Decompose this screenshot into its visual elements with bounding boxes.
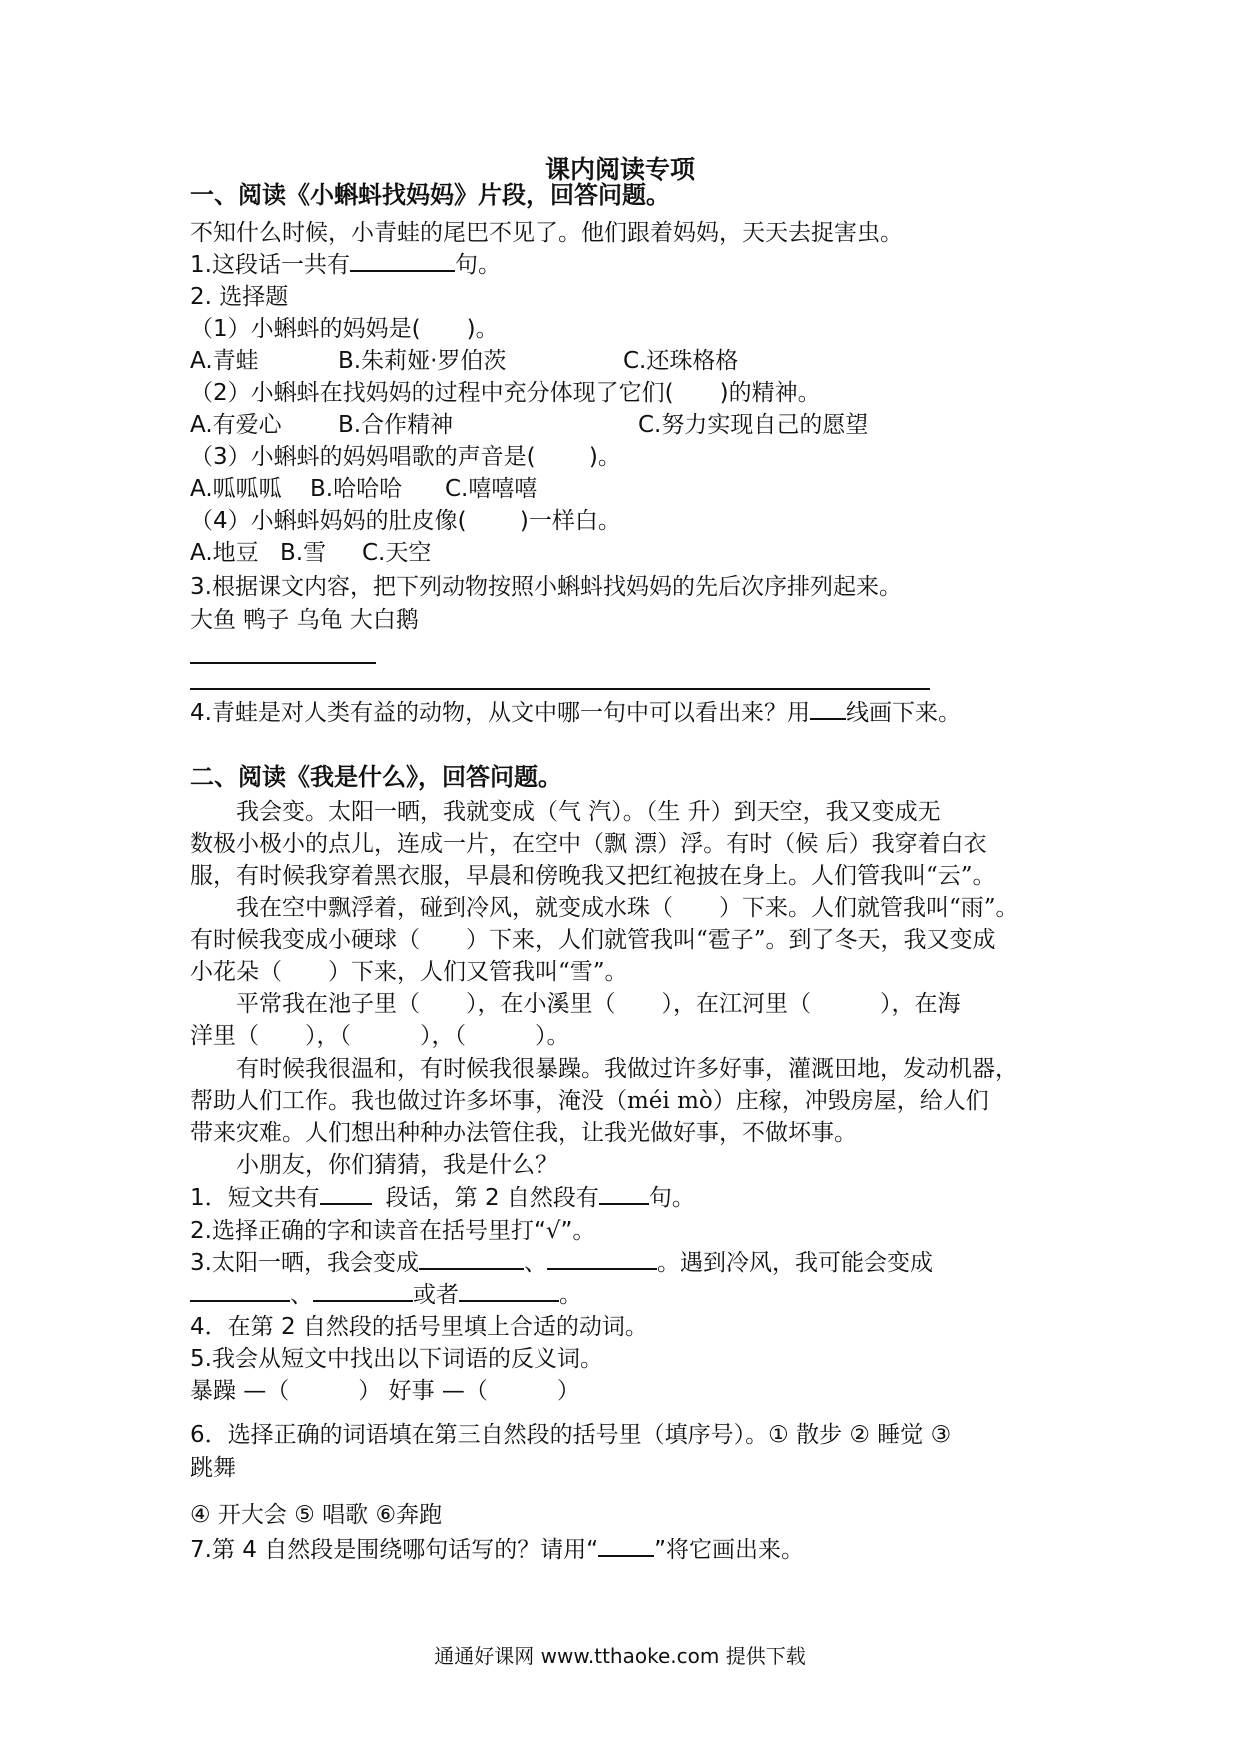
option-a[interactable]: A.地豆	[190, 540, 259, 566]
paragraph-4-line: 带来灾难。人们想出种种办法管住我，让我光做好事，不做坏事。	[190, 1120, 857, 1146]
s2-antonym-pairs: 暴躁 —（ ） 好事 —（ ）	[190, 1378, 580, 1404]
answer-blank[interactable]	[320, 1183, 372, 1205]
answer-blank[interactable]	[419, 1248, 524, 1270]
option-c[interactable]: C.努力实现自己的愿望	[638, 412, 869, 438]
s1-question-2-1: （1）小蝌蚪的妈妈是( )。	[190, 316, 499, 342]
s1-question-3: 3.根据课文内容，把下列动物按照小蝌蚪找妈妈的先后次序排列起来。	[190, 574, 902, 600]
footer-credit: 通通好课网 www.tthaoke.com 提供下载	[434, 1644, 806, 1668]
underline-sample	[598, 1535, 654, 1557]
section2-heading: 二、阅读《我是什么》，回答问题。	[190, 762, 562, 791]
s1-question-4: 4.青蛙是对人类有益的动物，从文中哪一句中可以看出来？用 线画下来。	[190, 700, 961, 726]
paragraph-2-line: 有时候我变成小硬球（ ）下来，人们就管我叫“雹子”。到了冬天，我又变成	[190, 927, 996, 953]
s1-question-1: 1.这段话一共有 句。	[190, 252, 501, 278]
section1-heading: 一、阅读《小蝌蚪找妈妈》片段，回答问题。	[190, 180, 670, 209]
answer-blank[interactable]	[599, 1183, 649, 1205]
option-c[interactable]: C.嘻嘻嘻	[445, 476, 538, 502]
answer-blank[interactable]	[459, 1280, 559, 1302]
s2-question-3: 3.太阳一晒，我会变成 、 。遇到冷风，我可能会变成	[190, 1250, 933, 1276]
s2-question-5: 5.我会从短文中找出以下词语的反义词。	[190, 1346, 603, 1372]
s1-question-2-4: （4）小蝌蚪妈妈的肚皮像( )一样白。	[190, 508, 621, 534]
s2-question-7: 7.第 4 自然段是围绕哪句话写的？请用“ ”将它画出来。	[190, 1537, 805, 1563]
answer-blank[interactable]	[313, 1280, 413, 1302]
option-c[interactable]: C.天空	[362, 540, 432, 566]
answer-blank[interactable]	[190, 1280, 290, 1302]
paragraph-2-line: 我在空中飘浮着，碰到冷风，就变成水珠（ ）下来。人们就管我叫“雨”。	[190, 895, 1019, 921]
s1-question-2-3: （3）小蝌蚪的妈妈唱歌的声音是( )。	[190, 444, 621, 470]
underline-sample	[810, 698, 846, 720]
s2-question-6-cont: 跳舞	[190, 1455, 236, 1481]
paragraph-1-line: 服，有时候我穿着黑衣服，早晨和傍晚我又把红袍披在身上。人们管我叫“云”。	[190, 863, 996, 889]
paragraph-1-line: 数极小极小的点儿，连成一片，在空中（飘 漂）浮。有时（候 后）我穿着白衣	[190, 831, 987, 857]
s1-question-2-2: （2）小蝌蚪在找妈妈的过程中充分体现了它们( )的精神。	[190, 380, 821, 406]
answer-line-short[interactable]	[190, 662, 376, 664]
section1-passage: 不知什么时候，小青蛙的尾巴不见了。他们跟着妈妈，天天去捉害虫。	[190, 220, 903, 246]
s1-animals-list: 大鱼 鸭子 乌龟 大白鹅	[190, 607, 419, 633]
option-c[interactable]: C.还珠格格	[623, 348, 739, 374]
s1-question-2-title: 2. 选择题	[190, 284, 289, 310]
answer-blank[interactable]	[547, 1248, 657, 1270]
paragraph-5: 小朋友，你们猜猜，我是什么？	[190, 1152, 558, 1178]
option-b[interactable]: B.朱莉娅·罗伯茨	[338, 348, 507, 374]
paragraph-3-line: 平常我在池子里（ ），在小溪里（ ），在江河里（ ），在海	[190, 991, 961, 1017]
s2-question-2: 2.选择正确的字和读音在括号里打“√”。	[190, 1218, 596, 1244]
answer-blank[interactable]	[350, 250, 455, 272]
option-a[interactable]: A.有爱心	[190, 412, 282, 438]
paragraph-4-line: 有时候我很温和，有时候我很暴躁。我做过许多好事，灌溉田地，发动机器，	[190, 1056, 1018, 1082]
option-b[interactable]: B.合作精神	[338, 412, 454, 438]
page-title: 课内阅读专项	[544, 155, 695, 184]
paragraph-4-line: 帮助人们工作。我也做过许多坏事，淹没（méi mò）庄稼，冲毁房屋，给人们	[190, 1088, 989, 1114]
answer-line-long[interactable]	[190, 688, 930, 690]
s2-question-6-options: ④ 开大会 ⑤ 唱歌 ⑥奔跑	[190, 1502, 443, 1528]
paragraph-1-line: 我会变。太阳一晒，我就变成（气 汽）。（生 升）到天空，我又变成无	[190, 799, 941, 825]
s2-question-4: 4．在第 2 自然段的括号里填上合适的动词。	[190, 1314, 648, 1340]
option-a[interactable]: A.青蛙	[190, 348, 259, 374]
paragraph-2-line: 小花朵（ ）下来，人们又管我叫“雪”。	[190, 959, 628, 985]
option-a[interactable]: A.呱呱呱	[190, 476, 282, 502]
s2-question-3-cont: 、 或者 。	[190, 1280, 582, 1310]
s2-question-6: 6．选择正确的词语填在第三自然段的括号里（填序号）。① 散步 ② 睡觉 ③	[190, 1422, 952, 1448]
option-b[interactable]: B.雪	[280, 540, 327, 566]
option-b[interactable]: B.哈哈哈	[310, 476, 403, 502]
paragraph-3-line: 洋里（ ），（ ），（ ）。	[190, 1023, 570, 1049]
s2-question-1: 1．短文共有 段话，第 2 自然段有 句。	[190, 1185, 695, 1211]
